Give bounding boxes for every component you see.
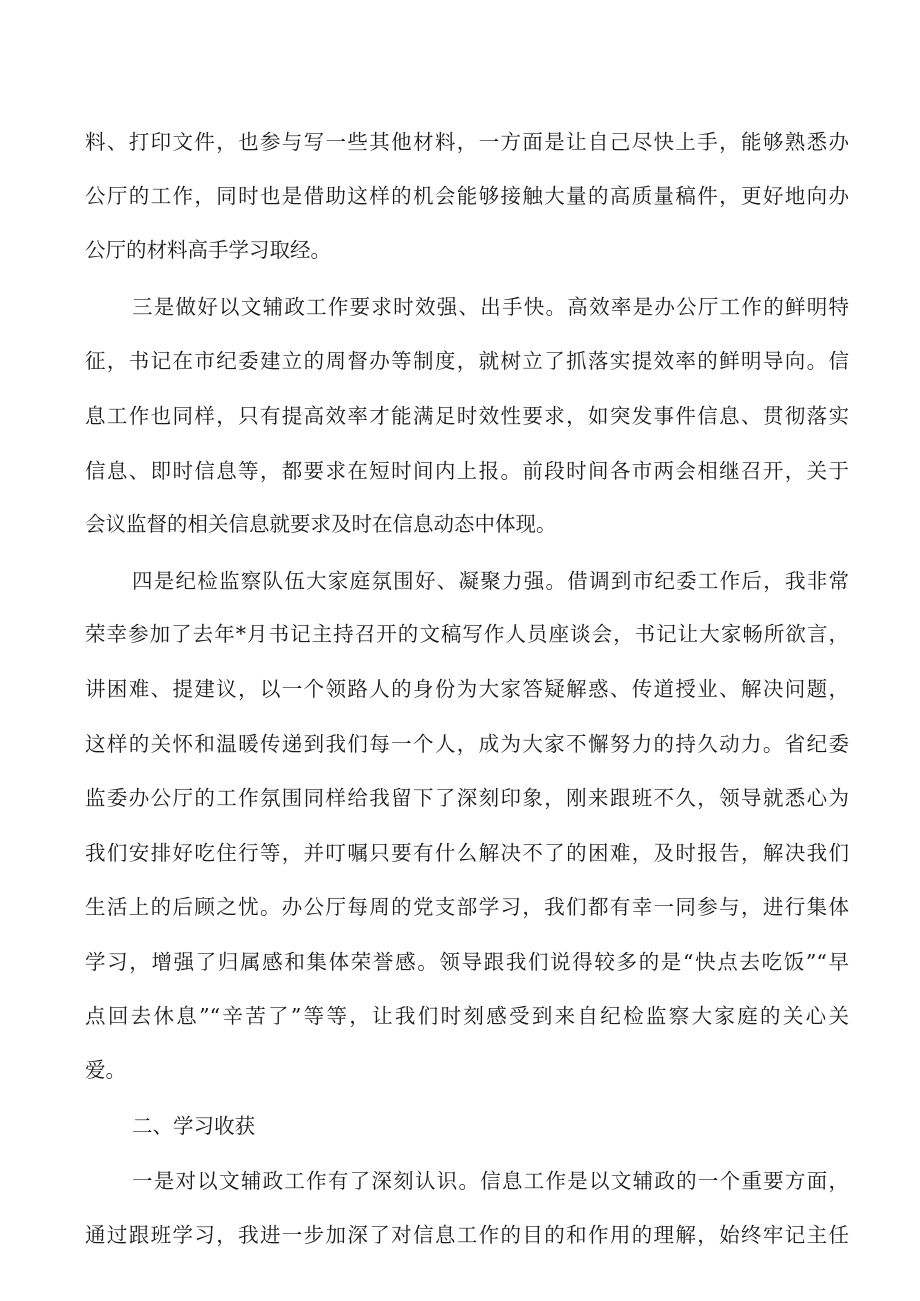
paragraph-3-line-9: 点回去休息”“辛苦了”等等，让我们时刻感受到来自纪检监察大家庭的关心关 — [85, 1004, 849, 1028]
paragraph-3-line-8: 学习，增强了归属感和集体荣誉感。领导跟我们说得较多的是“快点去吃饭”“早 — [85, 950, 849, 974]
paragraph-4-line-1: 一是对以文辅政工作有了深刻认识。信息工作是以文辅政的一个重要方面， — [132, 1169, 849, 1193]
paragraph-3-line-6: 我们安排好吃住行等，并叮嘱只要有什么解决不了的困难，及时报告，解决我们 — [85, 841, 849, 865]
paragraph-3-line-10: 爱。 — [85, 1058, 126, 1082]
paragraph-3-line-1: 四是纪检监察队伍大家庭氛围好、凝聚力强。借调到市纪委工作后，我非常 — [132, 569, 849, 593]
paragraph-3-line-4: 这样的关怀和温暖传递到我们每一个人，成为大家不懈努力的持久动力。省纪委 — [85, 732, 849, 756]
paragraph-3-line-2: 荣幸参加了去年*月书记主持召开的文稿写作人员座谈会，书记让大家畅所欲言， — [85, 622, 849, 646]
paragraph-2-line-1: 三是做好以文辅政工作要求时效强、出手快。高效率是办公厅工作的鲜明特 — [132, 295, 849, 319]
paragraph-4-line-2: 通过跟班学习，我进一步加深了对信息工作的目的和作用的理解，始终牢记主任 — [85, 1223, 849, 1247]
paragraph-3-line-3: 讲困难、提建议，以一个领路人的身份为大家答疑解惑、传道授业、解决问题， — [85, 677, 849, 701]
paragraph-2-line-5: 会议监督的相关信息就要求及时在信息动态中体现。 — [85, 512, 557, 536]
paragraph-1-line-3: 公厅的材料高手学习取经。 — [85, 238, 331, 262]
paragraph-1-line-2: 公厅的工作，同时也是借助这样的机会能够接触大量的高质量稿件，更好地向办 — [85, 184, 849, 208]
paragraph-1-line-1: 料、打印文件，也参与写一些其他材料，一方面是让自己尽快上手，能够熟悉办 — [85, 130, 849, 154]
paragraph-2-line-3: 息工作也同样，只有提高效率才能满足时效性要求，如突发事件信息、贯彻落实 — [85, 404, 849, 428]
paragraph-3-line-5: 监委办公厅的工作氛围同样给我留下了深刻印象，刚来跟班不久，领导就悉心为 — [85, 786, 849, 810]
section-heading: 二、学习收获 — [132, 1114, 255, 1138]
paragraph-3-line-7: 生活上的后顾之忧。办公厅每周的党支部学习，我们都有幸一同参与，进行集体 — [85, 895, 849, 919]
paragraph-2-line-4: 信息、即时信息等，都要求在短时间内上报。前段时间各市两会相继召开，关于 — [85, 459, 849, 483]
paragraph-2-line-2: 征，书记在市纪委建立的周督办等制度，就树立了抓落实提效率的鲜明导向。信 — [85, 349, 849, 373]
